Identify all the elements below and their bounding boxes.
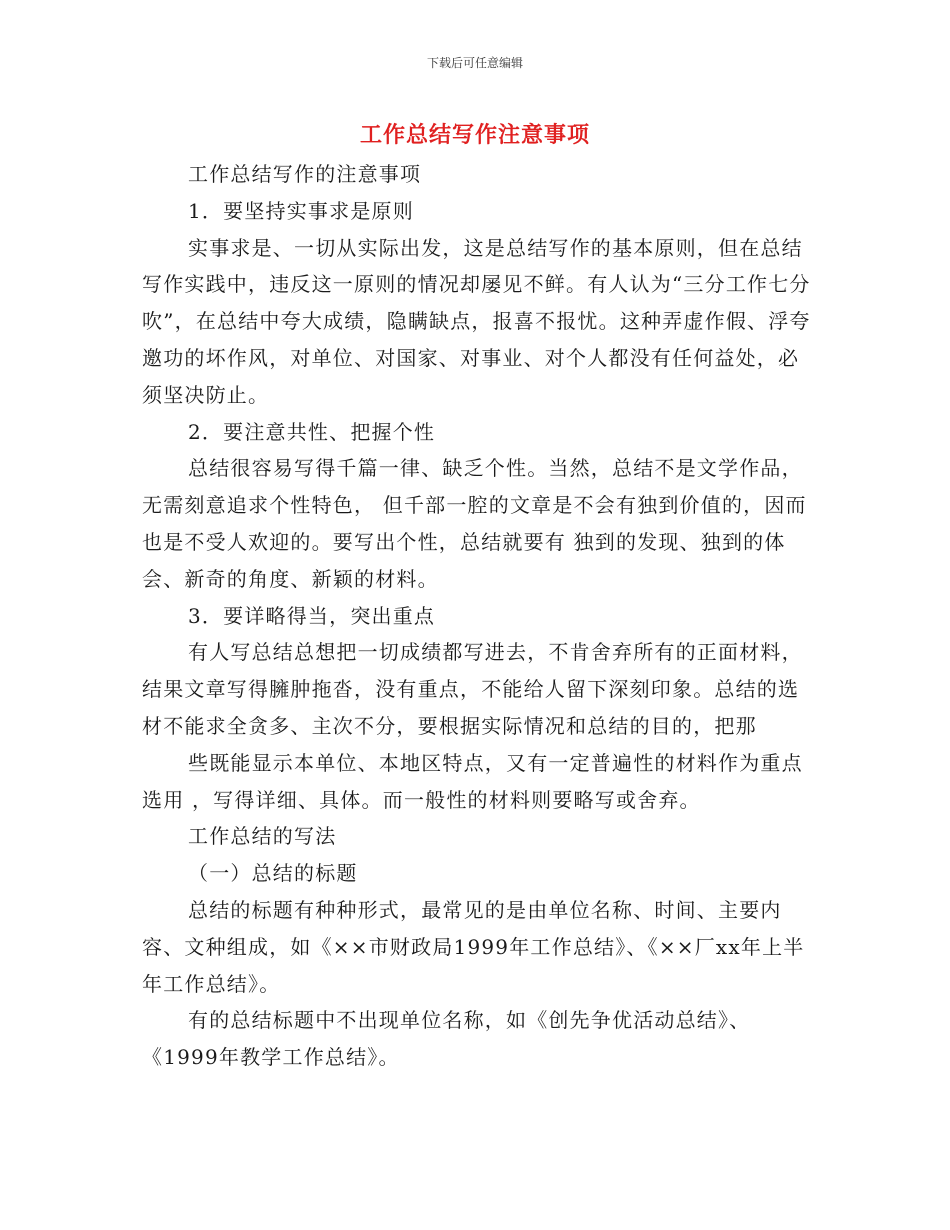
paragraph: 总结的标题有种种形式，最常见的是由单位名称、时间、主要内容、文种组成，如《××市财政局1999年工作总结》、《××厂xx年上半年工作总结》。 [142, 897, 805, 996]
subheading-title-section: （一）总结的标题 [188, 861, 358, 886]
header-note: 下载后可任意编辑 [426, 56, 523, 70]
document-body [142, 156, 814, 1076]
section-heading-1: 1．要坚持实事求是原则 [188, 198, 414, 223]
paragraph: 有人写总结总想把一切成绩都写进去，不肯舍弃所有的正面材料，结果文章写得臃肿拖沓，没有重点，不能给人留下深刻印象。总结的选材不能求全贪多、主次不分，要根据实际情况和总结的目的，把那 [142, 640, 803, 738]
paragraph: 些既能显示本单位、本地区特点，又有一定普遍性的材料作为重点选用 ，写得详细、具体。而一般性的材料则要略写或舍弃。 [142, 750, 803, 812]
paragraph: 有的总结标题中不出现单位名称，如《创先争优活动总结》、《1999年教学工作总结》。 [142, 1008, 751, 1070]
paragraph: 实事求是、一切从实际出发，这是总结写作的基本原则，但在总结写作实践中，违反这一原则的情况却屡见不鲜。有人认为“三分工作七分吹”，在总结中夸大成绩，隐瞒缺点，报喜不报忧。这种弄虚作假、浮夸邀功的坏作风，对单位、对国家、对事业、对个人都没有任何益处，必须坚决防止。 [142, 235, 811, 407]
paragraph-subheading: 工作总结写作的注意事项 [188, 162, 422, 186]
subheading-writing-method: 工作总结的写法 [188, 824, 337, 849]
section-heading-2: 2．要注意共性、把握个性 [188, 419, 436, 444]
paragraph: 总结很容易写得千篇一律、缺乏个性。当然，总结不是文学作品，无需刻意追求个性特色， 但千部一腔的文章是不会有独到价值的，因而也是不受人欢迎的。要写出个性，总结就要有 独到的发现、独到的体会、新奇的角度、新颖的材料。 [142, 456, 807, 591]
document-title: 工作总结写作注意事项 [359, 122, 590, 148]
section-heading-3: 3．要详略得当，突出重点 [188, 603, 436, 628]
